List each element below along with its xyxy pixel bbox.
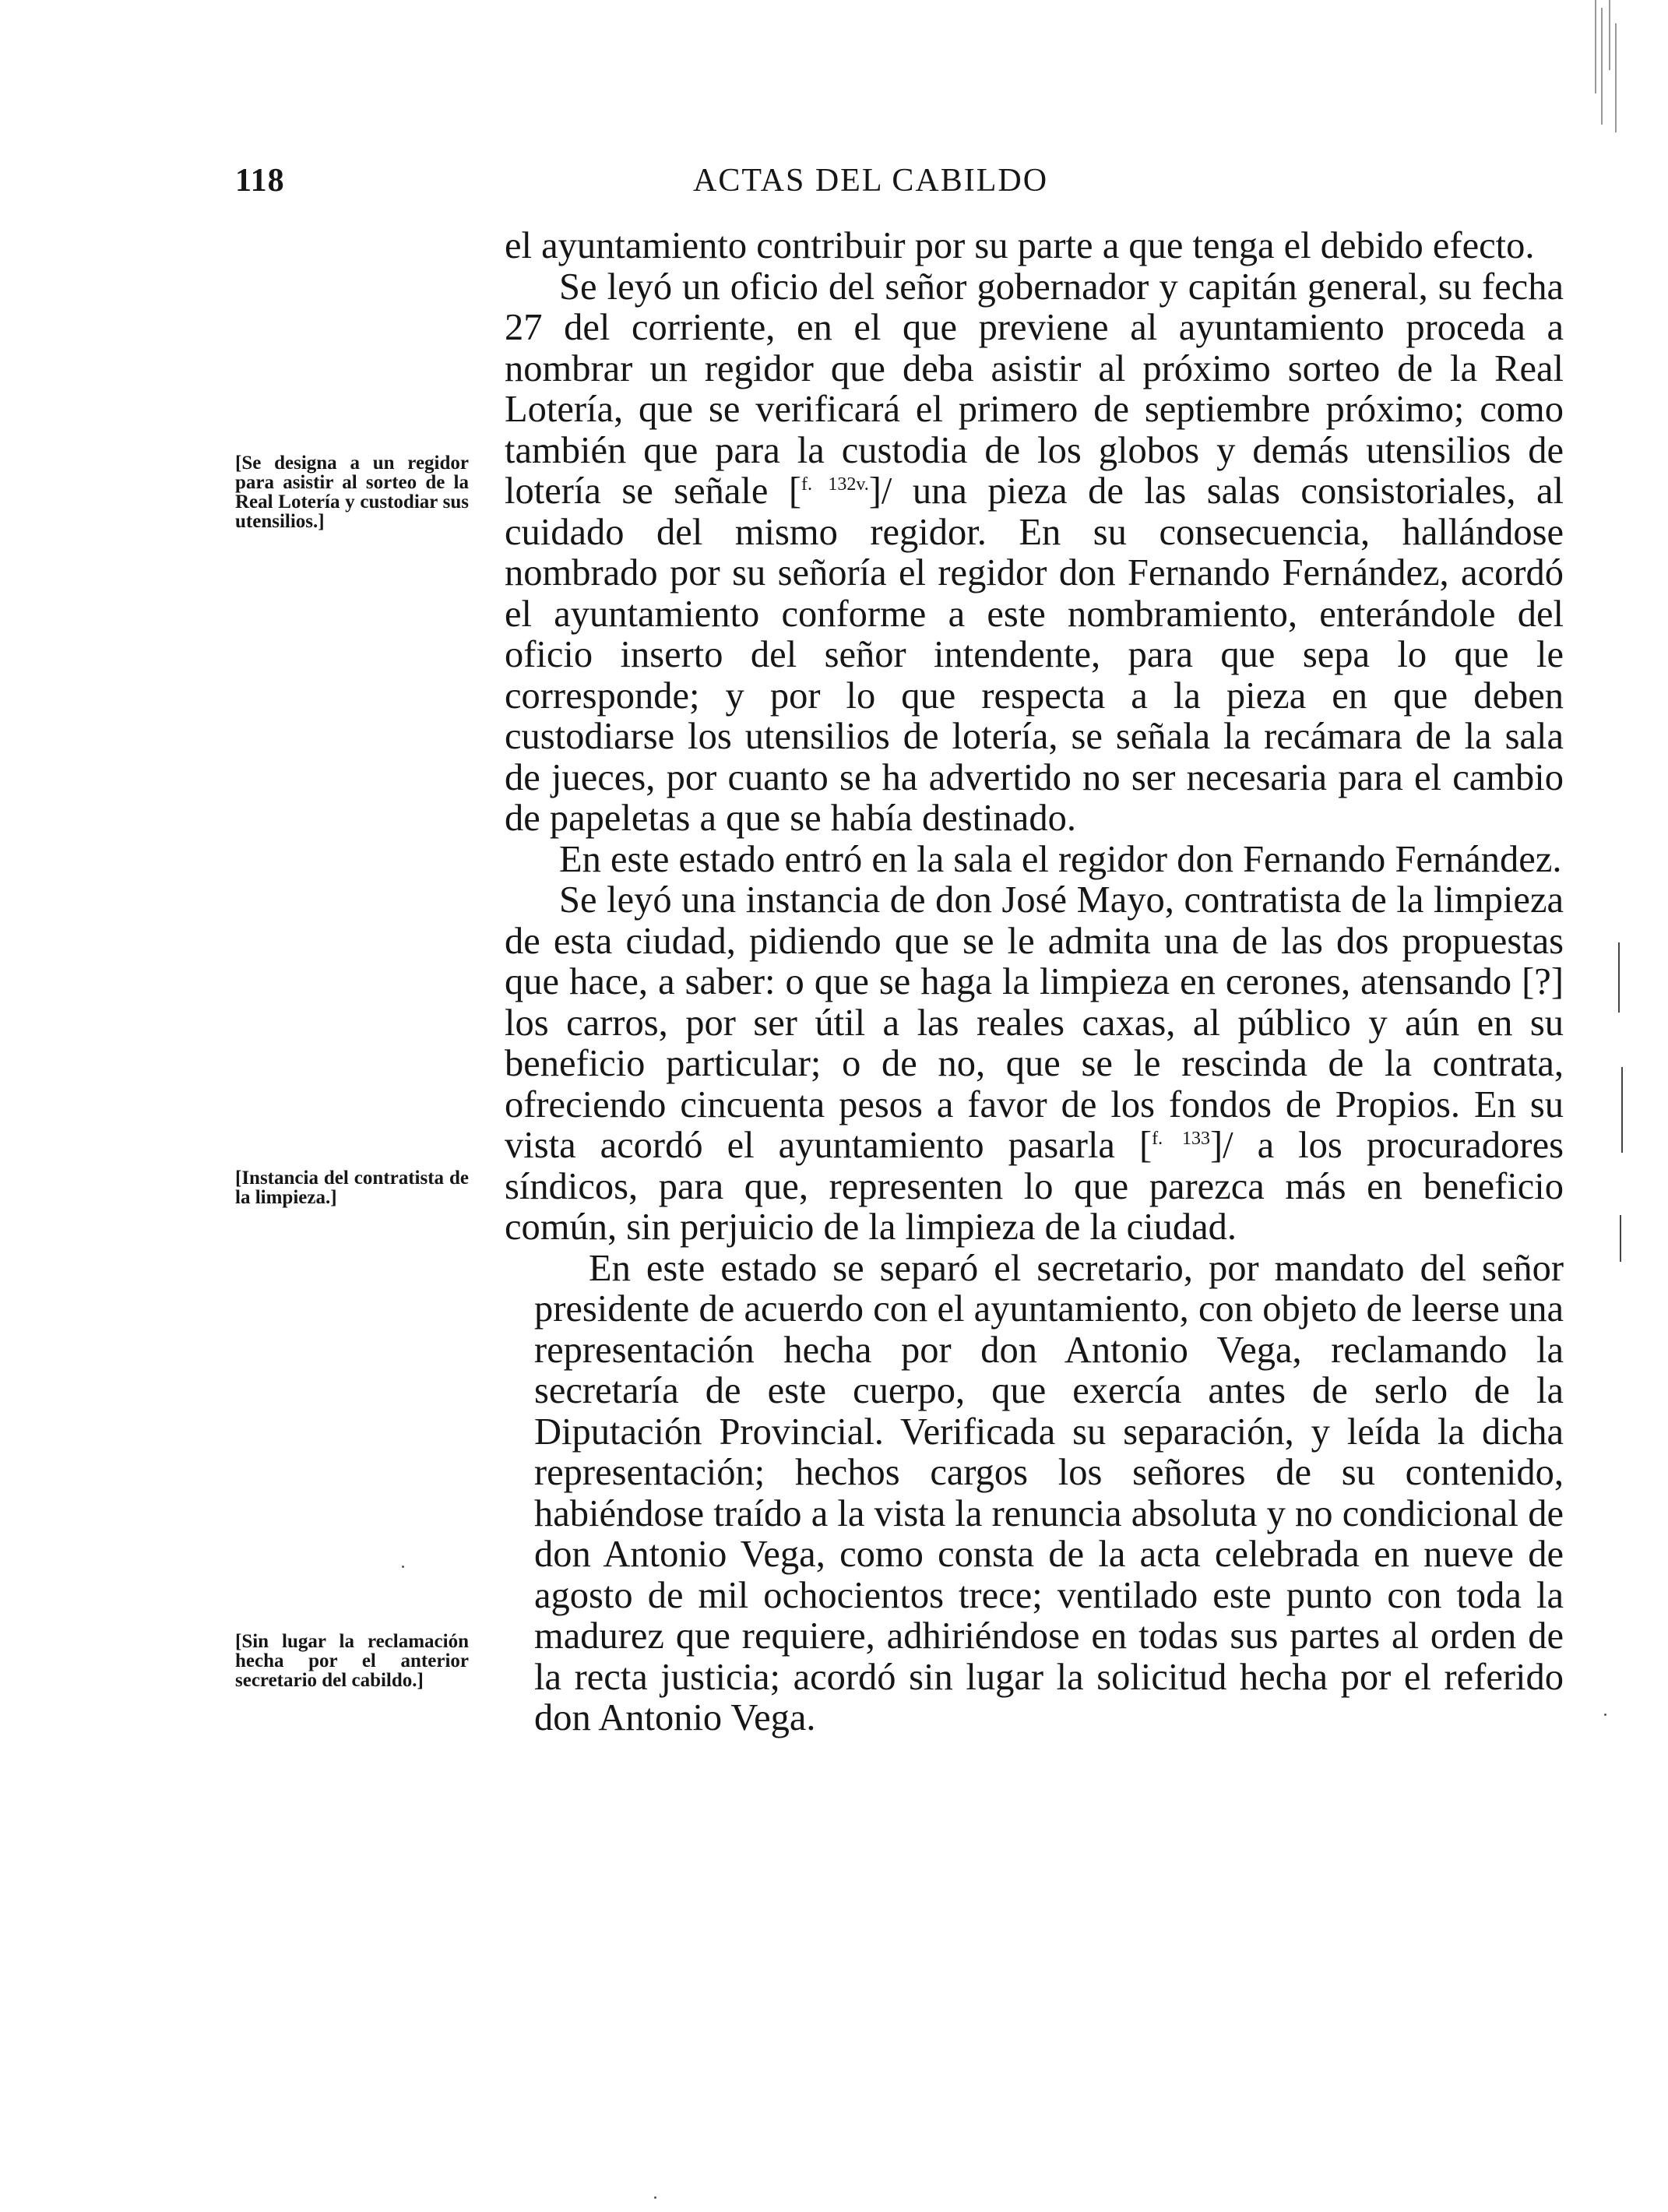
margin-note-secretary: [Sin lugar la reclamación hecha por el anterior secretario del cabildo.] — [235, 1631, 469, 1691]
folio-marker-132v: f. 132v. — [801, 474, 869, 495]
paragraph-4-part-b: ]/ a los procuradores síndicos, para que, representen lo que parezca más en beneficio común, sin perjuicio de la limpieza de la ciudad. — [505, 1125, 1564, 1248]
body-text — [505, 226, 1564, 1739]
paragraph-2 — [505, 267, 1564, 840]
paragraph-4-part-a: Se leyó una instancia de don José Mayo, contratista de la limpieza de esta ciudad, pidiendo que se le admita una de las dos propuestas que hace, a saber: o que se haga la limpieza en cerones, atensando [?] los carros, por ser útil a las reales caxas, al público y aún en su beneficio particular; o de no, que se le rescinda de la contrata, ofreciendo cincuenta pesos a favor de los fondos de Propios. En su vista acordó el ayuntamiento pasarla [ — [505, 879, 1564, 1166]
page-number: 118 — [235, 163, 285, 199]
running-title: ACTAS DEL CABILDO — [693, 163, 1049, 199]
margin-note-cleaning: [Instancia del contratista de la limpieza.] — [235, 1168, 469, 1208]
paragraph-2-part-b: ]/ una pieza de las salas consistoriales, al cuidado del mismo regidor. En su consecuencia, hallándose nombrado por su señoría el regidor don Fernando Fernández, acordó el ayuntamiento conforme a este nombramiento, enterándole del oficio inserto del señor intendente, para que sepa lo que le corresponde; y por lo que respecta a la pieza en que deben custodiarse los utensilios de lotería, se señala la recámara de la sala de jueces, por cuanto se ha advertido no ser necesaria para el cambio de papeletas a que se había destinado. — [505, 470, 1564, 839]
paragraph-5: En este estado se separó el secretario, por mandato del señor presidente de acuerdo con el ayuntamiento, con objeto de leerse una representación hecha por don Antonio Vega, reclamando la secretaría de este cuerpo, que exercía antes de serlo de la Diputación Provincial. Verificada su separación, y leída la dicha representación; hechos cargos los señores de su contenido, habiéndose traído a la vista la renuncia absoluta y no condicional de don Antonio Vega, como consta de la acta celebrada en nueve de agosto de mil ochocientos trece; ventilado este punto con toda la madurez que requiere, adhiriéndose en todas sus partes al orden de la recta justicia; acordó sin lugar la solicitud hecha por el referido don Antonio Vega. — [534, 1247, 1564, 1738]
paragraph-4 — [505, 880, 1564, 1249]
scan-edge-artifact — [1590, 0, 1621, 156]
edge-mark-3 — [1620, 1215, 1621, 1262]
paragraph-2-part-a: Se leyó un oficio del señor gobernador y capitán general, su fecha 27 del corriente, en el que previene al ayuntamiento proceda a nombrar un regidor que deba asistir al próximo sorteo de la Real Lotería, que se verificará el primero de septiembre próximo; como también que para la custodia de los globos y demás utensilios de lotería se señale [ — [505, 266, 1564, 512]
paragraph-3: En este estado entró en la sala el regidor don Fernando Fernández. — [559, 838, 1562, 880]
margin-note-lottery: [Se designa a un regidor para asistir al sorteo de la Real Lotería y custodiar sus utensilios.] — [235, 453, 469, 532]
speck-3 — [402, 1566, 404, 1568]
edge-mark-2 — [1621, 1067, 1623, 1153]
edge-mark-1 — [1618, 942, 1620, 1013]
speck-2 — [654, 2196, 656, 2199]
folio-marker-133: f. 133 — [1152, 1128, 1211, 1149]
speck-1 — [1604, 1714, 1606, 1716]
paragraph-1: el ayuntamiento contribuir por su parte a que tenga el debido efecto. — [505, 225, 1535, 266]
